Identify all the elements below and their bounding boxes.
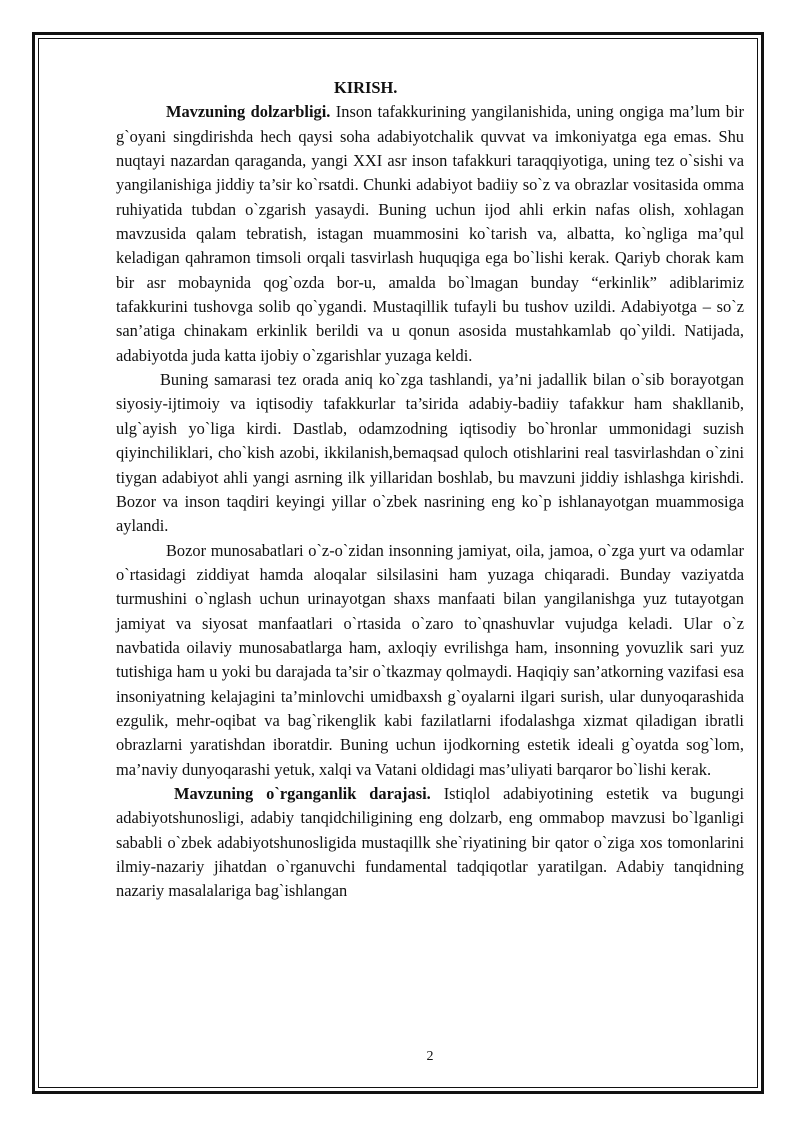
paragraph-results: [116, 368, 744, 538]
paragraph-text: Inson tafakkurining yangilanishida, uning ongiga ma’lum bir g`oyani singdirishda hech qaysi soha adabiyotchalik quvvat va imkoniyatga ega emas. Shu nuqtayi nazardan qaraganda, yangi XXI asr inson tafakkuri taraqqiyotiga, uning tez o`sishi va yangilanishiga jiddiy ta’sir ko`rsatdi. Chunki adabiyot badiiy so`z va obrazlar vositasida omma ruhiyatida tubdan o`zgarish yasaydi. Buning uchun ijod ahli erkin nafas olish, xohlagan mavzusida qalam tebratish, istagan muammosini ko`tarish va, albatta, ko`ngliga ma’qul keladigan qahramon timsoli orqali tasvirlash huquqiga ega bo`lishi kerak. Qariyb chorak kam bir asr mobaynida qog`ozda bor-u, amalda bo`lmagan bunday “erkinlik” adiblarimiz tafakkurini tushovga solib qo`ygandi. Mustaqillik tufayli bu tushov uzildi. Adabiyotga – so`z san’atiga chinakam erkinlik berildi va u qonun asosida mustahkamlab qo`yildi. Natijada, adabiyotda juda katta ijobiy o`zgarishlar yuzaga keldi.: [116, 102, 744, 365]
paragraph-relevance: [116, 100, 744, 368]
paragraph-text: Bozor munosabatlari o`z-o`zidan insonning jamiyat, oila, jamoa, o`zga yurt va odamlar o`rtasidagi ziddiyat hamda aloqalar silsilasini ham yuzaga chiqaradi. Bunday vaziyatda turmushini o`nglash uchun urinayotgan shaxs manfaati bilan yangilanishga yuz tutayotgan jamiyat va siyosat manfaatlari o`rtasida o`zaro to`qnashuvlar vujudga keladi. Ular o`z navbatida oilaviy munosabatlarga ham, axloqiy evrilishga ham, insonning yovuzlik sari yuz tutishiga ham u yoki bu darajada ta’sir o`tkazmay qolmaydi. Haqiqiy san’atkorning vazifasi esa insoniyatning kelajagini ta’minlovchi umidbaxsh g`oyalarni ilgari surish, ular dunyoqarashida ezgulik, mehr-oqibat va bag`rikenglik kabi fazilatlarni ifodalashga xizmat qiladigan ibratli obrazlarni yaratishdan iboratdir. Buning uchun ijodkorning estetik ideali g`oyatda sog`lom, ma’naviy dunyoqarashi yetuk, xalqi va Vatani oldidagi mas’uliyati barqaror bo`lishi kerak.: [116, 540, 744, 779]
paragraph-heading: Mavzuning o`rganganlik darajasi.: [174, 783, 431, 803]
paragraph-heading: Mavzuning dolzarbligi.: [166, 102, 331, 122]
section-title: KIRISH.: [334, 78, 398, 97]
document-body: [116, 76, 744, 904]
paragraph-text: Istiqlol adabiyotining estetik va bugungi adabiyotshunosligi, adabiy tanqidchiligining eng dolzarb, eng ommabop mavzusi bo`lganligi sababli o`zbek adabiyotshunosligida mustaqillk she`riyatining bir qator o`ziga xos tomonlarini ilmiy-nazariy jihatdan o`rganuvchi fundamental tadqiqotlar yaratilgan. Adabiy tanqidning nazariy masalalariga bag`ishlangan: [116, 783, 745, 901]
paragraph-text: Buning samarasi tez orada aniq ko`zga tashlandi, ya’ni jadallik bilan o`sib borayotgan siyosiy-ijtimoiy va iqtisodiy tafakkurlar ta’sirida adabiy-badiiy tafakkur ham shakllanib, ulg`ayish yo`liga kirdi. Dastlab, odamzodning iqtisodiy bo`hronlar ummonidagi suzish qiyinchiliklari, cho`kish azobi, ikkilanish,bemaqsad quloch otishlarini real tasvirlashdan o`zini tiygan adabiyot ahli yangi asrning ilk yillaridan boshlab, bu mavzuni jiddiy ishlashga kirishdi. Bozor va inson taqdiri keyingi yillar o`zbek nasrining eng ko`p ishlanayotgan muammosiga aylandi.: [116, 370, 744, 536]
paragraph-market-relations: [116, 539, 744, 782]
paragraph-study-degree: [116, 782, 744, 904]
page-number: 2: [426, 1049, 434, 1064]
